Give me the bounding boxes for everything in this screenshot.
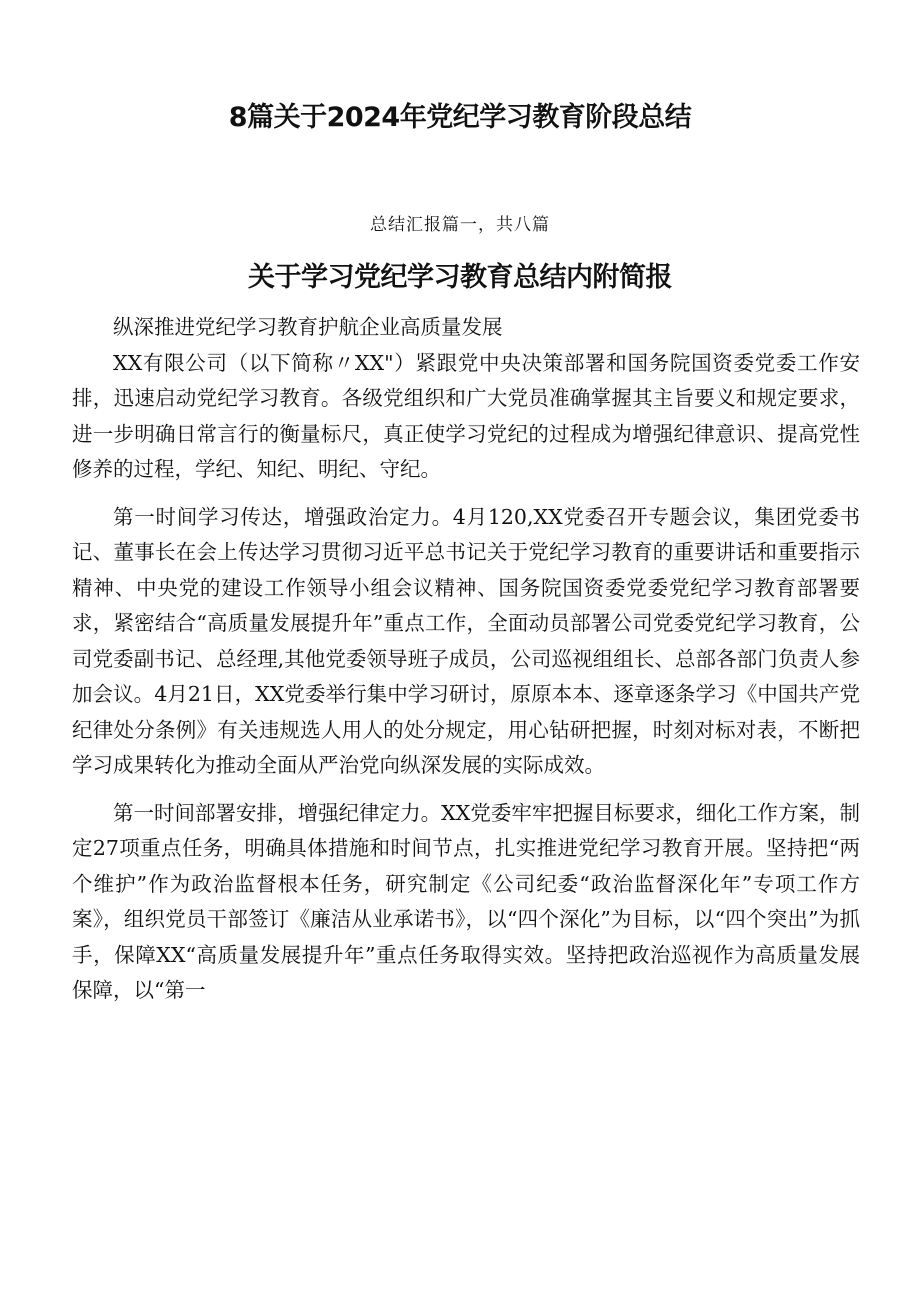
document-body	[72, 310, 860, 1021]
document-title: 8篇关于2024年党纪学习教育阶段总结	[228, 102, 692, 133]
paragraph-study: 第一时间学习传达，增强政治定力。4月120,XX党委召开专题会议，集团党委书记、董事长在会上传达学习贯彻习近平总书记关于党纪学习教育的重要讲话和重要指示精神、中央党的建设工作领导小组会议精神、国务院国资委党委党纪学习教育部署要求，紧密结合“高质量发展提升年”重点工作，全面动员部署公司党委党纪学习教育，公司党委副书记、总经理,其他党委领导班子成员，公司巡视组组长、总部各部门负责人参加会议。4月21日，XX党委举行集中学习研讨，原原本本、逐章逐条学习《中国共产党纪律处分条例》有关违规选人用人的处分规定，用心钻研把握，时刻对标对表，不断把学习成果转化为推动全面从严治党向纵深发展的实际成效。	[72, 504, 860, 777]
section-label: 总结汇报篇一，共八篇	[370, 215, 550, 235]
article-subtitle: 纵深推进党纪学习教育护航企业高质量发展	[113, 315, 503, 339]
paragraph-deploy: 第一时间部署安排，增强纪律定力。XX党委牢牢把握目标要求，细化工作方案，制定27项重点任务，明确具体措施和时间节点，扎实推进党纪学习教育开展。坚持把“两个维护”作为政治监督根本任务，研究制定《公司纪委“政治监督深化年”专项工作方案》，组织党员干部签订《廉洁从业承诺书》，以“四个深化”为目标，以“四个突出”为抓手，保障XX“高质量发展提升年”重点任务取得实效。坚持把政治巡视作为高质量发展保障，以“第一	[72, 800, 860, 1002]
article-title: 关于学习党纪学习教育总结内附简报	[248, 262, 672, 293]
paragraph-intro: XX有限公司（以下简称〃XX"）紧跟党中央决策部署和国务院国资委党委工作安排，迅速启动党纪学习教育。各级党组织和广大党员准确掌握其主旨要义和规定要求，进一步明确日常言行的衡量标尺，真正使学习党纪的过程成为增强纪律意识、提高党性修养的过程，学纪、知纪、明纪、守纪。	[72, 350, 860, 481]
